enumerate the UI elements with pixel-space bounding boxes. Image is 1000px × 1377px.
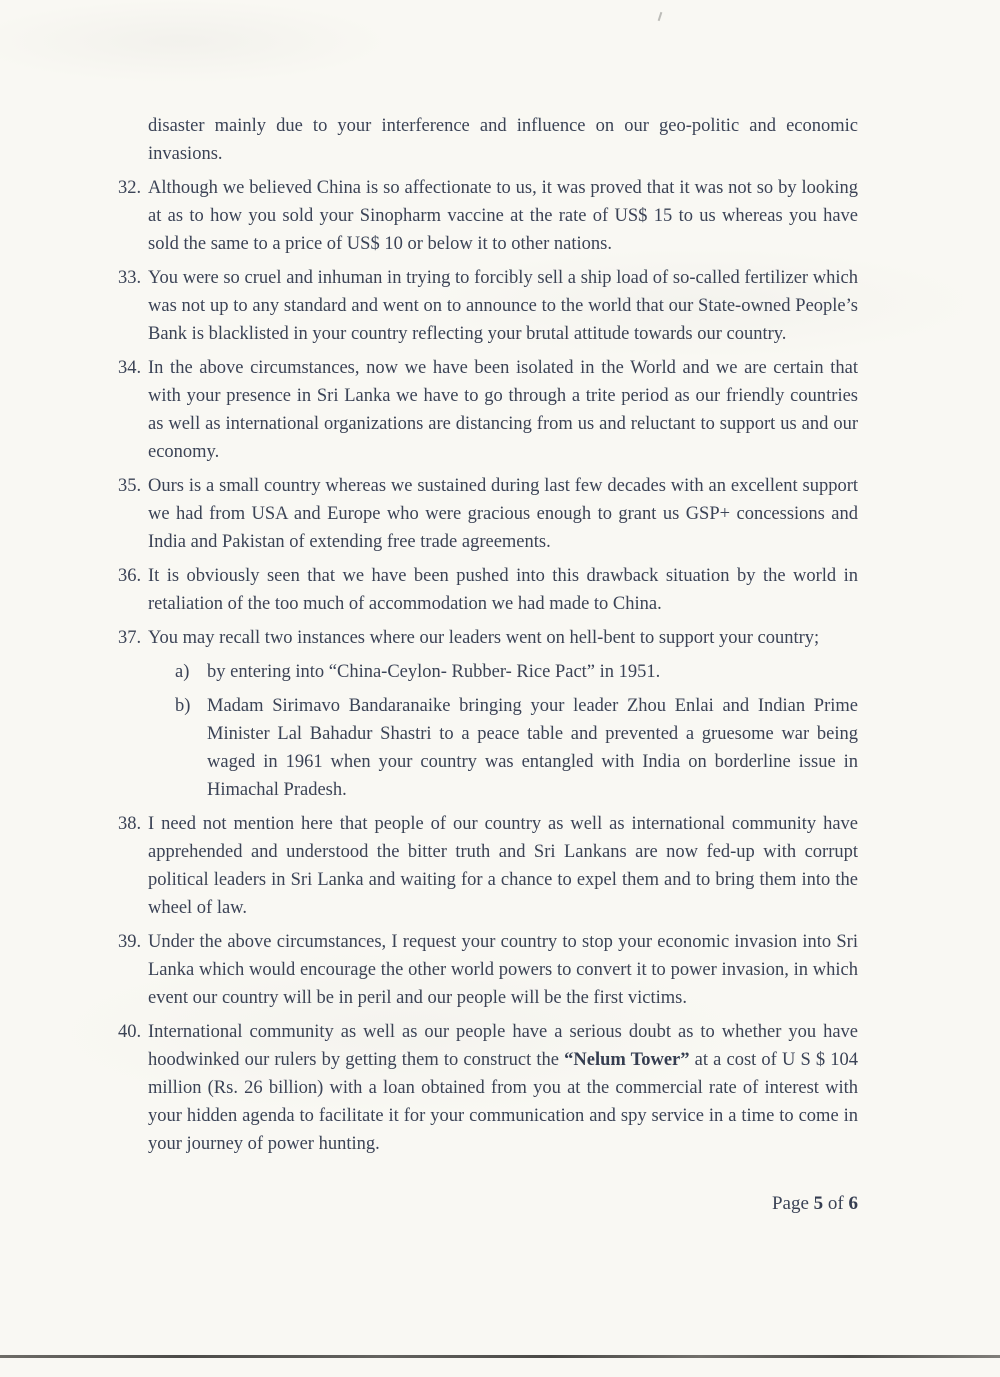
item-number: 36. xyxy=(118,566,142,586)
page-footer xyxy=(118,1190,858,1218)
numbered-item-34 xyxy=(118,354,858,466)
scan-speck-artifact xyxy=(658,12,663,21)
item-text: Ours is a small country whereas we sustained during last few decades with an excellent support we had from USA and Europe who were gracious enough to grant us GSP+ concessions and India and Pakistan of extending free trade agreements. xyxy=(148,476,858,552)
item-number: 33. xyxy=(118,268,142,288)
item-text: It is obviously seen that we have been pushed into this drawback situation by the world in retaliation of the too much of accommodation we had made to China. xyxy=(148,566,858,614)
sub-item-label: b) xyxy=(175,696,191,716)
numbered-item-38 xyxy=(118,810,858,922)
footer-total-pages: 6 xyxy=(848,1193,858,1214)
item-text: You may recall two instances where our leaders went on hell-bent to support your country; xyxy=(148,628,820,648)
paragraph-continuation: disaster mainly due to your interference and influence on our geo-politic and economic invasions. xyxy=(148,116,858,164)
numbered-item-40 xyxy=(118,1018,858,1158)
item-text: I need not mention here that people of our country as well as international community have apprehended and understood the bitter truth and Sri Lankans are now fed-up with corrupt political leaders in Sri Lanka and waiting for a chance to expel them and to bring them into the wheel of law. xyxy=(148,814,858,918)
item-number: 38. xyxy=(118,814,142,834)
item-text-before-bold: International community as well as our people have a serious doubt as to whether you have hoodwinked our rulers by getting them to construct the xyxy=(148,1022,858,1070)
item-text: Under the above circumstances, I request your country to stop your economic invasion into Sri Lanka which would encourage the other world powers to convert it to power invasion, in which event our country will be in peril and our people will be the first victims. xyxy=(148,932,858,1008)
numbered-item-33 xyxy=(118,264,858,348)
numbered-item-35 xyxy=(118,472,858,556)
scan-bottom-edge-artifact xyxy=(0,1355,1000,1358)
item-number: 32. xyxy=(118,178,142,198)
item-number: 35. xyxy=(118,476,142,496)
sub-item-text: by entering into “China-Ceylon- Rubber- Rice Pact” in 1951. xyxy=(207,662,661,682)
sub-item-text: Madam Sirimavo Bandaranaike bringing your leader Zhou Enlai and Indian Prime Minister Lal Bahadur Shastri to a peace table and prevented a gruesome war being waged in 1961 when your country was entangled with India on borderline issue in Himachal Pradesh. xyxy=(207,696,858,800)
nelum-tower-bold-text: “Nelum Tower” xyxy=(564,1050,690,1070)
numbered-item-32 xyxy=(118,174,858,258)
footer-page-number: 5 xyxy=(813,1193,824,1214)
numbered-item-39 xyxy=(118,928,858,1012)
item-text: In the above circumstances, now we have been isolated in the World and we are certain that with your presence in Sri Lanka we have to go through a trite period as our friendly countries as well as international organizations are distancing from us and reluctant to support us and our economy. xyxy=(148,358,858,462)
item-number: 34. xyxy=(118,358,142,378)
item-number: 37. xyxy=(118,628,142,648)
item-number: 39. xyxy=(118,932,142,952)
document-content xyxy=(118,112,858,1218)
item-text: You were so cruel and inhuman in trying to forcibly sell a ship load of so-called fertilizer which was not up to any standard and went on to announce to the world that our State-owned People’s Bank is blacklisted in your country reflecting your brutal attitude towards our country. xyxy=(148,268,858,344)
footer-page-word: Page xyxy=(771,1193,814,1214)
sub-item-a xyxy=(148,658,858,686)
numbered-item-36 xyxy=(118,562,858,618)
item-text xyxy=(148,1018,858,1158)
item-text: Although we believed China is so affectionate to us, it was proved that it was not so by looking at as to how you sold your Sinopharm vaccine at the rate of US$ 15 to us whereas you have sold the same to a price of US$ 10 or below it to other nations. xyxy=(148,178,858,254)
sub-item-label: a) xyxy=(175,662,190,682)
sub-item-b xyxy=(148,692,858,804)
item-text-after-bold: at a cost of U S $ 104 million (Rs. 26 billion) with a loan obtained from you at the commercial rate of interest with your hidden agenda to facilitate it for your communication and spy service in a time to come in your journey of power hunting. xyxy=(148,1050,859,1154)
item-number: 40. xyxy=(118,1022,142,1042)
numbered-item-37 xyxy=(118,624,858,804)
footer-of-word: of xyxy=(823,1193,849,1214)
